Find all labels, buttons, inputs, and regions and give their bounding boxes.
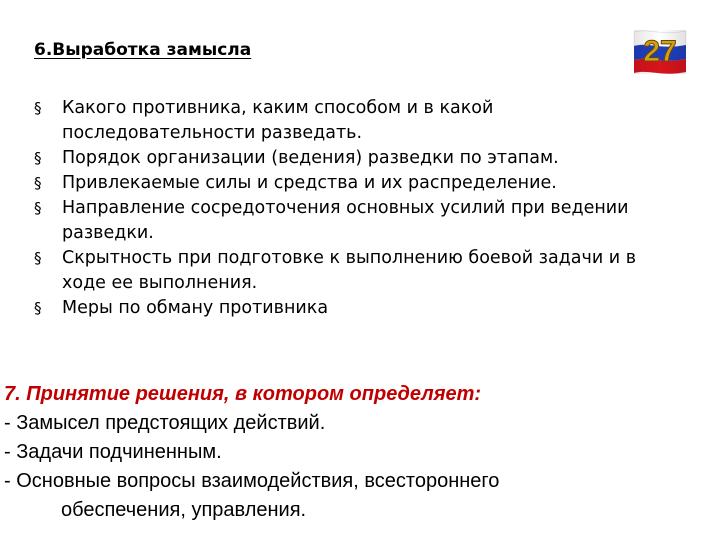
bullet-item (34, 296, 704, 321)
bullet-text-line: Порядок организации (ведения) разведки по этапам. (62, 148, 559, 168)
bullet-item (34, 246, 704, 296)
section-7 (4, 380, 704, 525)
flag-icon (632, 28, 688, 74)
bullet-text-line: ходе ее выполнения. (62, 273, 258, 293)
bullet-marker: § (34, 149, 42, 167)
bullet-text-line: Направление сосредоточения основных усилий при ведении (62, 198, 629, 218)
bullet-marker: § (34, 199, 42, 217)
slide-title: 6.Выработка замысла (34, 40, 252, 60)
bullet-marker: § (34, 99, 42, 117)
bullet-text-line: Меры по обману противника (62, 298, 329, 318)
bullet-text-line: разведки. (62, 223, 154, 243)
bullet-marker: § (34, 174, 42, 192)
section-7-item: - Задачи подчиненным. (4, 441, 222, 463)
bullet-item (34, 96, 704, 146)
section-7-heading: 7. Принятие решения, в котором определяет: (4, 383, 482, 405)
bullet-marker: § (34, 249, 42, 267)
bullet-item (34, 171, 704, 196)
section-7-item: - Замысел предстоящих действий. (4, 412, 326, 434)
bullet-text-line: Скрытность при подготовке к выполнению боевой задачи и в (62, 248, 637, 268)
bullet-text-line: последовательности разведать. (62, 123, 363, 143)
bullet-item (34, 196, 704, 246)
section-7-item: - Основные вопросы взаимодействия, всестороннего (4, 470, 500, 492)
bullet-item (34, 146, 704, 171)
russian-flag-badge (632, 28, 688, 74)
bullet-list (34, 96, 704, 321)
bullet-text-line: Привлекаемые силы и средства и их распределение. (62, 173, 557, 193)
bullet-text-line: Какого противника, каким способом и в какой (62, 98, 494, 118)
bullet-marker: § (34, 299, 42, 317)
page-number-badge: 27 (643, 35, 677, 68)
section-7-item-continuation: обеспечения, управления. (61, 499, 307, 521)
